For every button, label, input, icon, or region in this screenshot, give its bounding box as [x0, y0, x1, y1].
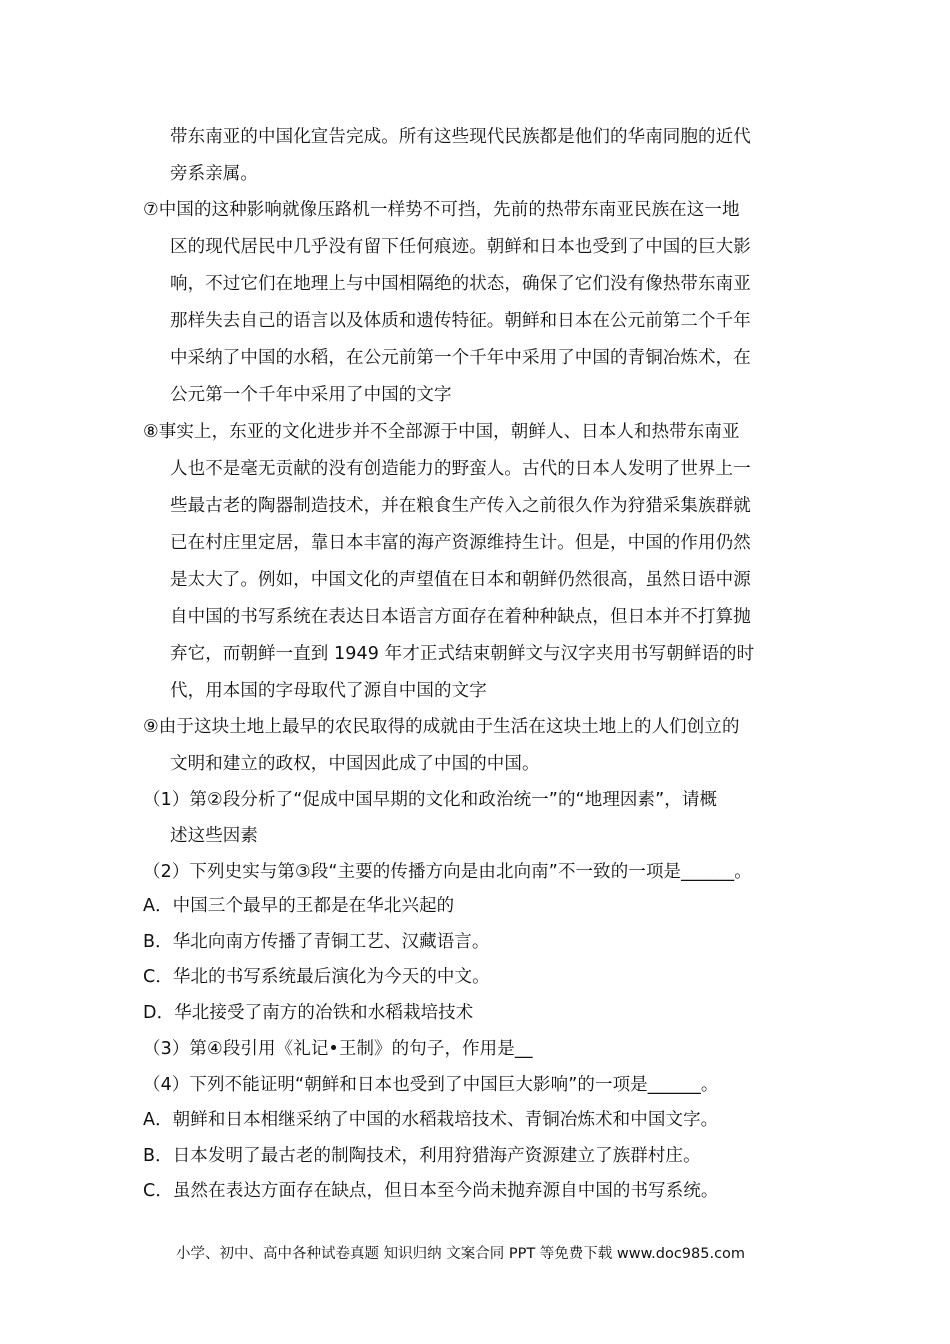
- option-c: C．华北的书写系统最后演化为今天的中文。: [143, 967, 490, 987]
- question-3: （3）第④段引用《礼记•王制》的句子，作用是__: [143, 1039, 533, 1059]
- text-line: 带东南亚的中国化宣告完成。所有这些现代民族都是他们的华南同胞的近代: [170, 127, 751, 147]
- option-a: A．朝鲜和日本相继采纳了中国的水稻栽培技术、青铜冶炼术和中国文字。: [143, 1110, 719, 1130]
- text-line: 人也不是毫无贡献的没有创造能力的野蛮人。古代的日本人发明了世界上一: [170, 459, 751, 479]
- question-2: （2）下列史实与第③段“主要的传播方向是由北向南”不一致的一项是______。: [143, 862, 752, 882]
- page-footer: 小学、初中、高中各种试卷真题 知识归纳 文案合同 PPT 等免费下载 www.doc985.com: [176, 1246, 746, 1262]
- question-4: （4）下列不能证明“朝鲜和日本也受到了中国巨大影响”的一项是______。: [143, 1075, 719, 1095]
- text-line: 已在村庄里定居，靠日本丰富的海产资源维持生计。但是，中国的作用仍然: [170, 533, 751, 553]
- text-line: 些最古老的陶器制造技术，并在粮食生产传入之前很久作为狩猎采集族群就: [170, 496, 751, 516]
- question-1: （1）第②段分析了“促成中国早期的文化和政治统一”的“地理因素”，请概: [143, 790, 718, 810]
- option-b: B．日本发明了最古老的制陶技术，利用狩猎海产资源建立了族群村庄。: [143, 1146, 701, 1166]
- option-b: B．华北向南方传播了青铜工艺、汉藏语言。: [143, 932, 490, 952]
- paragraph-7-line: ⑦中国的这种影响就像压路机一样势不可挡，先前的热带东南亚民族在这一地: [143, 200, 740, 220]
- text-line: 旁系亲属。: [170, 164, 258, 184]
- text-line: 区的现代居民中几乎没有留下任何痕迹。朝鲜和日本也受到了中国的巨大影: [170, 237, 751, 257]
- paragraph-8-line: ⑧事实上，东亚的文化进步并不全部源于中国，朝鲜人、日本人和热带东南亚: [143, 422, 740, 442]
- text-line: 文明和建立的政权，中国因此成了中国的中国。: [170, 754, 540, 774]
- text-line: 代，用本国的字母取代了源自中国的文字: [170, 681, 487, 701]
- text-line: 自中国的书写系统在表达日本语言方面存在着种种缺点，但日本并不打算抛: [170, 607, 751, 627]
- text-line: 是太大了。例如，中国文化的声望值在日本和朝鲜仍然很高，虽然日语中源: [170, 570, 751, 590]
- option-c: C．虽然在表达方面存在缺点，但日本至今尚未抛弃源自中国的书写系统。: [143, 1181, 719, 1201]
- text-line: 述这些因素: [170, 826, 258, 846]
- text-line: 弃它，而朝鲜一直到 1949 年才正式结束朝鲜文与汉字夹用书写朝鲜语的时: [170, 644, 755, 664]
- option-d: D．华北接受了南方的冶铁和水稻栽培技术: [143, 1003, 474, 1023]
- text-line: 响，不过它们在地理上与中国相隔绝的状态，确保了它们没有像热带东南亚: [170, 274, 751, 294]
- option-a: A．中国三个最早的王都是在华北兴起的: [143, 896, 455, 916]
- text-line: 公元第一个千年中采用了中国的文字: [170, 385, 452, 405]
- paragraph-9-line: ⑨由于这块土地上最早的农民取得的成就由于生活在这块土地上的人们创立的: [143, 717, 740, 737]
- text-line: 中采纳了中国的水稻，在公元前第一个千年中采用了中国的青铜冶炼术，在: [170, 348, 751, 368]
- text-line: 那样失去自己的语言以及体质和遗传特征。朝鲜和日本在公元前第二个千年: [170, 311, 751, 331]
